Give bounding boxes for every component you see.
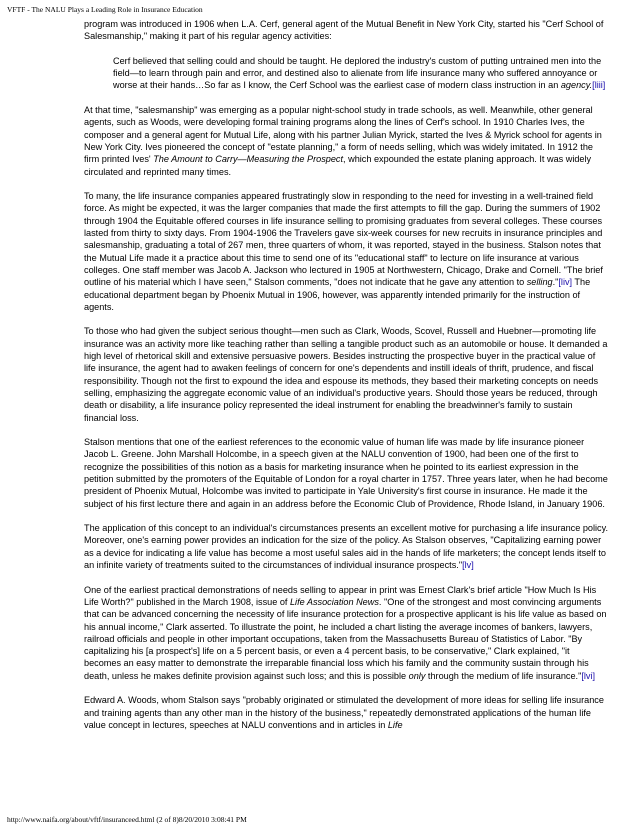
paragraph <box>84 584 608 682</box>
footnote-link-lvi[interactable]: [lvi] <box>581 670 595 681</box>
paragraph-text: To those who had given the subject serious thought—men such as Clark, Woods, Scovel, Russell and Huebner—promoting life insurance was an activity more like teaching rather than selling a tangible product such as an automobile or house. It demanded a high level of rhetorical skill and extensive persuasive powers. Besides instructing the prospective buyer in the practical value of life insurance, the agent had to awaken feelings of concern for one's dependents and instill ideals of thrift, prudence, and fiscal responsibility. Though not the first to expound the idea and espouse its methods, they based their marketing concepts on needs selling, emphasizing the aggregate economic value of an individual's productive years. Should those years be reduced, through death or disability, a life insurance policy represented the ideal instrument for enabling the breadwinner's family to sustain financial loss. <box>84 326 608 423</box>
publication-title: Life Association News <box>289 596 379 607</box>
emphasis: only <box>408 670 426 681</box>
publication-title: Life <box>387 719 403 730</box>
paragraph <box>84 436 608 510</box>
page-footer-url: http://www.naifa.org/about/vftf/insuranceed.html (2 of 8)8/20/2010 3:08:41 PM <box>7 815 247 824</box>
paragraph <box>84 104 608 178</box>
paragraph <box>84 190 608 313</box>
paragraph-text: To many, the life insurance companies appeared frustratingly slow in responding to the need for investing in a well-trained field force. As might be expected, it was the larger companies that made the first attempts to fill the gap. During the summers of 1902 through 1904 the Equitable offered courses in life insurance selling to promising graduates from several colleges. These courses lasted from thirty to sixty days. From 1904-1906 the Travelers gave six-week courses for new recruits in insurance principles and salesmanship, graduating a total of 267 men, three quarters of whom, it was reported, stayed in the business. Stalson notes that the Mutual Life made it a practice about this time to send one of its "educational staff" to lecture on life insurance at various colleges. One staff member was Jacob A. Jackson who lectured in 1905 at Northwestern, Chicago, Drake and Cornell. "The brief outline of his material which I have seen," Stalson comments, "does not indicate that he gave any attention to <box>84 191 603 288</box>
paragraph-text: . "One of the strongest and most convincing arguments that can be advanced concerning the necessity of life insurance protection for a prospective applicant is his life value as based on his annual income," Clark asserted. To illustrate the point, he included a chart listing the average incomes of bankers, lawyers, railroad officials and people in other important occupations, taken from the Massachusetts Bureau of Statistics of Labor. "By capitalizing his [a prospect's] life on a 5 percent basis, or even a 4 percent basis, to be conservative," Clark explained, "it becomes an easy matter to demonstrate the irreparable financial loss which his family and the community sustain through his death, unless he makes definite provision against such loss; and this is possible <box>84 596 607 681</box>
footnote-link-liv[interactable]: [liv] <box>558 277 573 288</box>
paragraph <box>84 18 608 43</box>
block-quote <box>113 55 608 92</box>
paragraph-text: through the medium of life insurance." <box>425 670 582 681</box>
paragraph-text: The educational department began by Phoenix Mutual in 1906, however, was apparently intended primarily for the instruction of agents. <box>84 277 591 312</box>
emphasis: selling <box>526 277 553 288</box>
paragraph-text: Stalson mentions that one of the earliest references to the economic value of human life was made by life insurance pioneer Jacob L. Greene. John Marshall Holcombe, in a speech given at the NALU convention of 1900, had been one of the first to recognize the possibilities of this notion as a basis for marketing insurance when he pointed to its earliest expression in the petition submitted by the promoters of the Equitable of London for a royal charter in 1757. Three years later, when he had become president of Phoenix Mutual, Holcombe was invited to participate in Yale University's first course in insurance. He made it the subject of his first lecture there and again in an address before the Economic Club of Providence, Rhode Island, in January 1906. <box>84 437 608 509</box>
paragraph-text: program was introduced in 1906 when L.A. Cerf, general agent of the Mutual Benefit in New York City, started his "Cerf School of Salesmanship," making it part of his regular agency activities: <box>84 19 604 42</box>
paragraph-text: The application of this concept to an individual's circumstances presents an excellent motive for purchasing a life insurance policy. Moreover, one's earning power provides an indication for the size of the policy. As Stalson observes, "Capitalizing earning power as a device for indicating a life value has become a most useful sales aid in the hands of life marketers; the concept lends itself to an infinite variety of treatments suited to the circumstances of individual insurance prospects." <box>84 523 609 571</box>
paragraph-text: ." <box>552 277 559 288</box>
page-header-title: VFTF - The NALU Plays a Leading Role in Insurance Education <box>7 5 203 14</box>
footnote-link-liii[interactable]: [liii] <box>592 80 606 91</box>
paragraph-text: Edward A. Woods, whom Stalson says "probably originated or stimulated the development of more ideas for selling life insurance and training agents than any other man in the history of the business," repeatedly demonstrated applications of the human life value concept in lectures, speeches at NALU conventions and in articles in <box>84 695 604 730</box>
paragraph-text: One of the earliest practical demonstrations of needs selling to appear in print was Ernest Clark's brief article "How Much Is His Life Worth?" published in the March 1908, issue of <box>84 584 597 607</box>
paragraph-text: , which expounded the estate planing approach. It was widely circulated and reprinted many times. <box>84 154 592 177</box>
paragraph <box>84 522 608 571</box>
quote-text: Cerf believed that selling could and should be taught. He deplored the industry's custom of putting untrained men into the field—to learn through pain and error, and destined also to alienate from life insurance many who suffered annoyance or worse at their hands…So far as I know, the Cerf School was the earliest case of modern class instruction in an <box>113 55 602 91</box>
quote-emphasis: agency. <box>560 80 593 91</box>
footnote-link-lv[interactable]: [lv] <box>462 560 474 571</box>
paragraph <box>84 694 608 731</box>
paragraph-text: At that time, "salesmanship" was emerging as a popular night-school study in trade schools, as well. Meanwhile, other general agents, such as Woods, were developing formal training programs along the lines of Cerf's school. In 1910 Charles Ives, the composer and a general agent for Mutual Life, along with his partner Julian Myrick, started the Ives & Myrick school for agents in New York City. Ives pioneered the concept of "estate planning," a form of needs selling, which was widely imitated. In 1912 the firm printed Ives' <box>84 105 602 165</box>
paragraph <box>84 325 608 423</box>
book-title: The Amount to Carry—Measuring the Prospect <box>153 154 344 165</box>
article-body <box>84 18 608 744</box>
